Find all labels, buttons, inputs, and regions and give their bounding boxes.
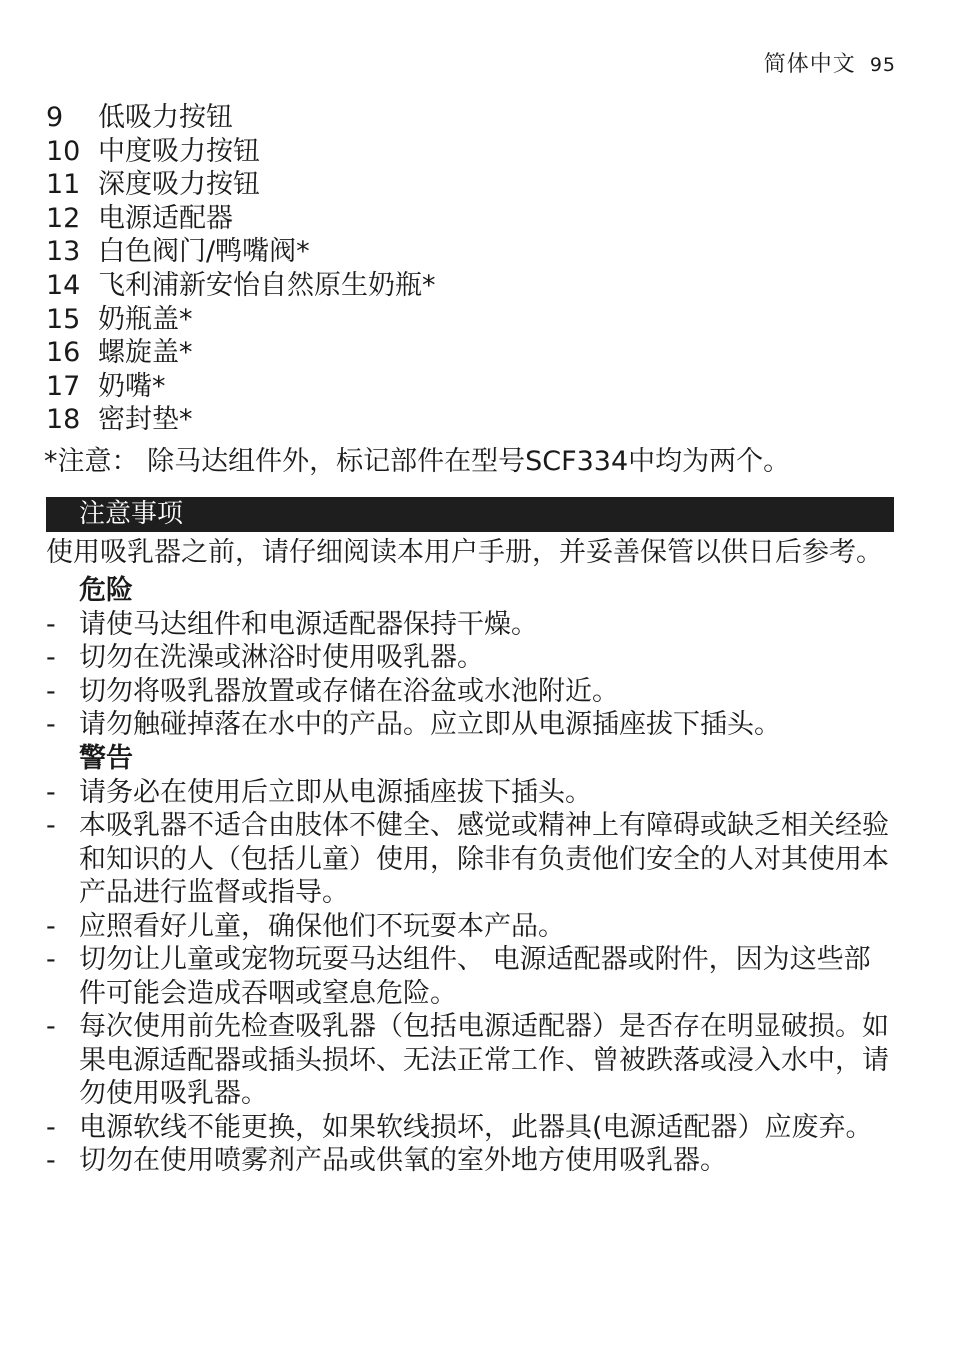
part-number: 10: [46, 135, 81, 167]
list-item: [46, 708, 896, 742]
part-number: 16: [46, 337, 81, 369]
list-item: [46, 943, 896, 1010]
part-label: 电源适配器: [98, 202, 233, 234]
bullet-dash: -: [46, 1111, 56, 1143]
list-item-text: 切勿让儿童或宠物玩耍马达组件、 电源适配器或附件，因为这些部件可能会造成吞咽或窒息危险。: [79, 944, 871, 1009]
list-item: [46, 675, 896, 709]
list-item: [46, 1111, 896, 1145]
list-item-text: 切勿在洗澡或淋浴时使用吸乳器。: [79, 642, 484, 673]
part-item: [46, 269, 906, 303]
part-item: [46, 168, 906, 202]
part-item: [46, 135, 906, 169]
bullet-dash: -: [46, 709, 56, 740]
list-item-text: 每次使用前先检查吸乳器（包括电源适配器）是否存在明显破损。如果电源适配器或插头损坏、无法正常工作、曾被跌落或浸入水中，请勿使用吸乳器。: [79, 1011, 889, 1109]
part-label: 奶嘴*: [98, 370, 166, 402]
list-item-text: 电源软线不能更换，如果软线损坏，此器具(电源适配器）应废弃。: [79, 1111, 873, 1143]
part-number: 11: [46, 169, 81, 201]
list-item: [46, 1144, 896, 1178]
part-label: 中度吸力按钮: [98, 135, 260, 167]
part-number: 15: [46, 303, 81, 335]
danger-heading: 危险: [79, 574, 133, 606]
part-label: 飞利浦新安怡自然原生奶瓶*: [98, 269, 436, 301]
bullet-dash: -: [46, 642, 56, 673]
part-number: 13: [46, 236, 81, 268]
bullet-dash: -: [46, 776, 56, 808]
part-number: 9: [46, 102, 64, 133]
section-body: [46, 536, 896, 1178]
part-label: 奶瓶盖*: [98, 303, 193, 335]
list-item: [46, 608, 896, 642]
bullet-dash: -: [46, 675, 56, 707]
bullet-dash: -: [46, 810, 56, 841]
list-item: [46, 776, 896, 810]
list-item: [46, 641, 896, 675]
bullet-dash: -: [46, 608, 56, 640]
part-label: 螺旋盖*: [98, 337, 193, 369]
part-label: 密封垫*: [98, 404, 193, 436]
model-note: *注意： 除马达组件外，标记部件在型号SCF334中均为两个。: [44, 446, 791, 477]
part-item: [46, 370, 906, 404]
parts-list: [46, 101, 906, 437]
list-item-text: 请勿触碰掉落在水中的产品。应立即从电源插座拔下插头。: [79, 709, 781, 740]
part-label: 深度吸力按钮: [98, 169, 260, 201]
danger-list: [46, 608, 896, 742]
page-number: 95: [869, 54, 896, 76]
part-item: [46, 303, 906, 337]
warning-list: [46, 776, 896, 1178]
part-number: 17: [46, 370, 81, 402]
list-item: [46, 910, 896, 944]
bullet-dash: -: [46, 944, 56, 975]
list-item: [46, 809, 896, 910]
part-label: 白色阀门/鸭嘴阀*: [98, 236, 310, 268]
list-item-text: 应照看好儿童，确保他们不玩耍本产品。: [79, 910, 565, 942]
page-header: [764, 47, 896, 78]
list-item-text: 请务必在使用后立即从电源插座拔下插头。: [79, 776, 592, 808]
list-item-text: 本吸乳器不适合由肢体不健全、感觉或精神上有障碍或缺乏相关经验和知识的人（包括儿童）使用，除非有负责他们安全的人对其使用本产品进行监督或指导。: [79, 810, 889, 908]
part-number: 12: [46, 202, 81, 234]
part-item: [46, 403, 906, 437]
part-label: 低吸力按钮: [98, 102, 233, 133]
bullet-dash: -: [46, 910, 56, 942]
section-title-bar: [46, 497, 894, 532]
header-language: 简体中文: [763, 52, 856, 77]
bullet-dash: -: [46, 1145, 56, 1176]
part-number: 18: [46, 404, 81, 436]
warning-heading: 警告: [79, 742, 133, 774]
list-item: [46, 1010, 896, 1111]
part-number: 14: [46, 269, 81, 301]
bullet-dash: -: [46, 1011, 56, 1042]
part-item: [46, 235, 906, 269]
section-title: 注意事项: [79, 499, 184, 529]
part-item: [46, 101, 906, 135]
list-item-text: 切勿在使用喷雾剂产品或供氧的室外地方使用吸乳器。: [79, 1145, 727, 1176]
list-item-text: 请使马达组件和电源适配器保持干燥。: [79, 608, 538, 640]
part-item: [46, 336, 906, 370]
list-item-text: 切勿将吸乳器放置或存储在浴盆或水池附近。: [79, 675, 619, 707]
part-item: [46, 202, 906, 236]
intro-paragraph: 使用吸乳器之前，请仔细阅读本用户手册，并妥善保管以供日后参考。: [46, 537, 883, 568]
